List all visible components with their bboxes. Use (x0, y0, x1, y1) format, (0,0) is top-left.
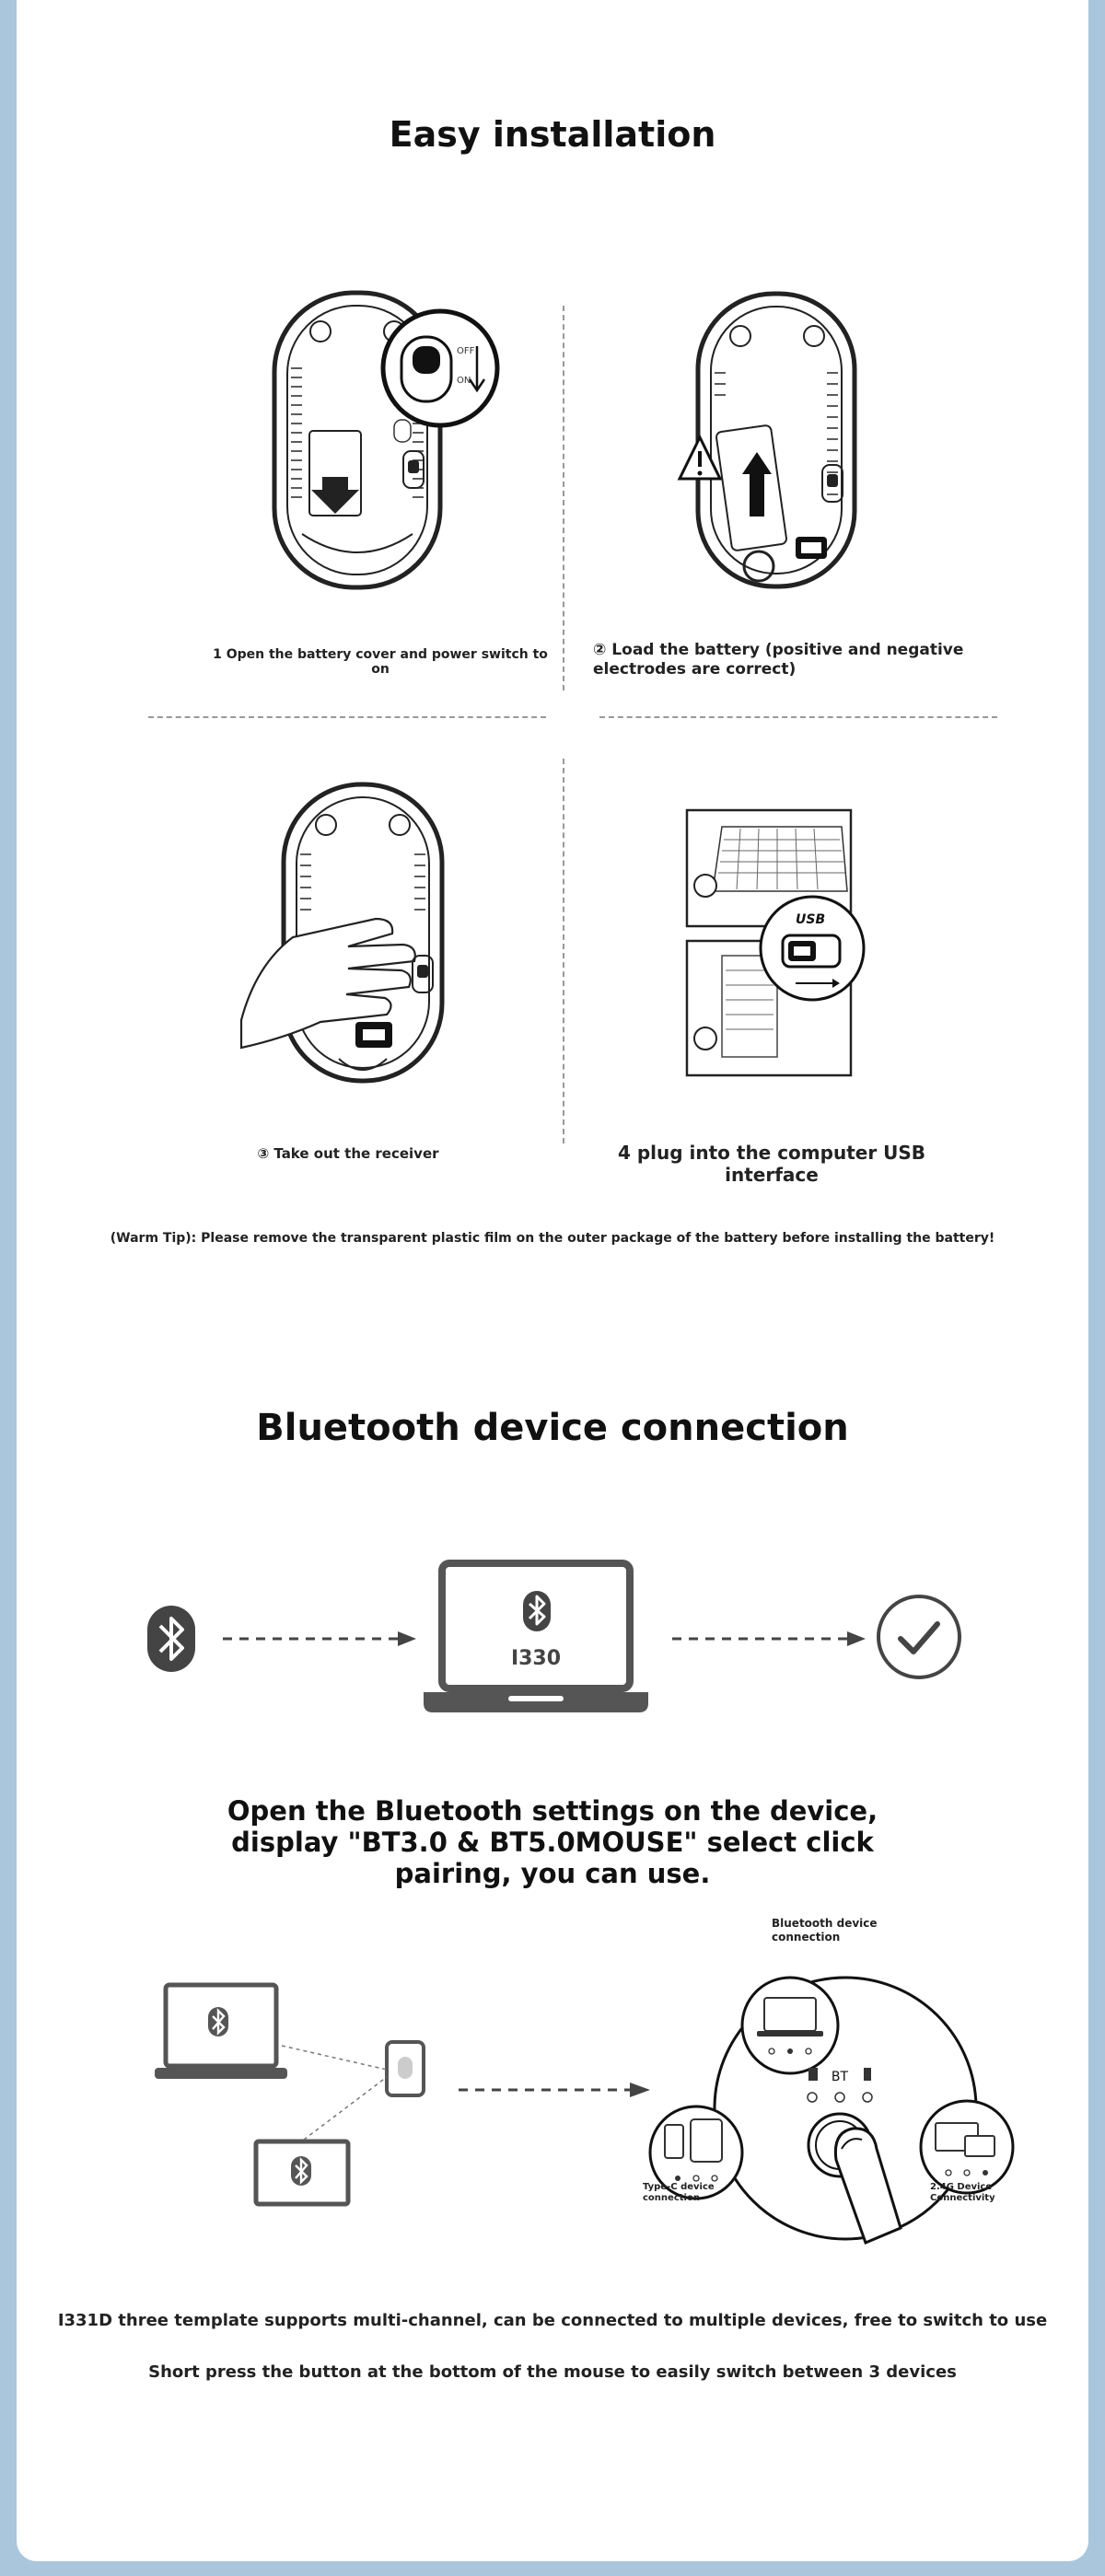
horizontal-divider-left (148, 716, 546, 718)
bluetooth-title: Bluetooth device connection (256, 1407, 849, 1449)
vertical-divider-bottom (563, 759, 564, 1143)
vertical-divider-top (563, 306, 564, 690)
dial-right-label: 2.4G Device Connectivity (930, 2182, 995, 2203)
step2-mouse-illustration (661, 290, 882, 594)
switch-devices-text: Short press the button at the bottom of the mouse to easily switch between 3 devices (148, 2362, 957, 2382)
step1-caption: 1 Open the battery cover and power switch to on (213, 647, 548, 677)
warm-tip: (Warm Tip): Please remove the transparent plastic film on the outer package of the battery before installing the battery! (110, 1231, 995, 1246)
switch-off-text: OFF (457, 346, 475, 356)
arrow-to-check (672, 1631, 867, 1646)
installation-title: Easy installation (389, 114, 716, 155)
step2-caption: ② Load the battery (positive and negative electrodes are correct) (593, 641, 964, 679)
arrow-to-laptop (223, 1631, 418, 1646)
step1-mouse-illustration (265, 285, 505, 589)
step4-usb-illustration (685, 808, 869, 1077)
multichannel-text: I331D three template supports multi-channel, can be connected to multiple devices, free to switch to use (57, 2311, 1048, 2330)
multi-device-illustration (153, 1981, 438, 2211)
bluetooth-icon (145, 1604, 197, 1674)
step4-caption: 4 plug into the computer USB interface (617, 1142, 926, 1186)
step3-mouse-illustration (238, 781, 477, 1094)
dial-top-label: Bluetooth device connection (772, 1917, 878, 1944)
dial-left-label: Type-C device connection (643, 2182, 715, 2203)
step3-caption: ③ Take out the receiver (257, 1145, 439, 1162)
laptop-model-text: I330 (510, 1647, 562, 1670)
dial-bt-text: BT (831, 2070, 849, 2084)
arrow-to-dial (459, 2083, 652, 2097)
switch-on-text: ON (457, 376, 471, 386)
bluetooth-instruction: Open the Bluetooth settings on the device, display "BT3.0 & BT5.0MOUSE" select click pairing, you can use. (227, 1795, 878, 1889)
horizontal-divider-right (599, 716, 997, 718)
laptop-icon (422, 1560, 650, 1716)
check-circle-icon (875, 1593, 963, 1681)
usb-label: USB (796, 912, 826, 927)
page (17, 0, 1088, 2561)
